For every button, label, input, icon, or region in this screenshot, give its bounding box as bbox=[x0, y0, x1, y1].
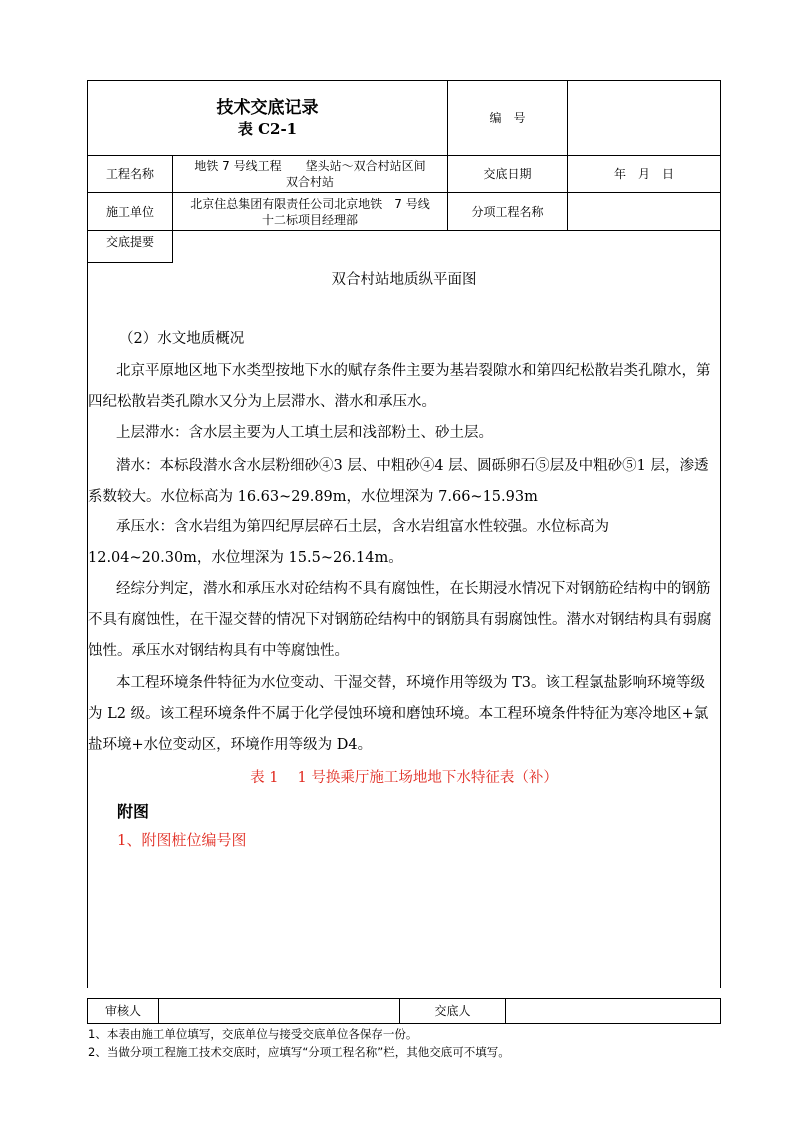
figure-caption: 双合村站地质纵平面图 bbox=[331, 272, 477, 288]
appendix-item[interactable]: 1、附图桩位编号图 bbox=[117, 831, 247, 849]
paragraph-4: 承压水：含水岩组为第四纪厚层碎石土层，含水岩组富水性较强。水位标高为 12.04~20.30m，水位埋深为 15.5~26.14m。 bbox=[88, 519, 609, 566]
table-caption: 表 1 1 号换乘厅施工场地地下水特征表（补） bbox=[250, 770, 558, 786]
unit-line2: 十二标项目经理部 bbox=[261, 212, 358, 227]
paragraph-1: 北京平原地区地下水类型按地下水的赋存条件主要为基岩裂隙水和第四纪松散岩类孔隙水，第四纪松散岩类孔隙水又分为上层滞水、潜水和承压水。 bbox=[88, 363, 711, 410]
table-border-right bbox=[720, 80, 721, 988]
discloser-label: 交底人 bbox=[434, 1004, 471, 1018]
discloser-field[interactable] bbox=[506, 999, 720, 1023]
document-title: 技术交底记录 bbox=[216, 98, 319, 118]
project-name-label: 工程名称 bbox=[105, 167, 154, 181]
appendix-heading: 附图 bbox=[117, 802, 150, 821]
paragraph-2: 上层滞水：含水层主要为人工填土层和浅部粉土、砂土层。 bbox=[116, 425, 493, 441]
sub-project-label: 分项工程名称 bbox=[471, 204, 544, 219]
unit-line1: 北京住总集团有限责任公司北京地铁 7 号线 bbox=[190, 196, 430, 211]
summary-label: 交底提要 bbox=[105, 235, 154, 249]
footnote-2: 2、当做分项工程施工技术交底时，应填写“分项工程名称”栏，其他交底可不填写。 bbox=[88, 1045, 510, 1059]
project-name-line2: 双合村站 bbox=[285, 175, 334, 189]
paragraph-6: 本工程环境条件特征为水位变动、干湿交替，环境作用等级为 T3。该工程氯盐影响环境等级为 L2 级。该工程环境条件不属于化学侵蚀环境和磨蚀环境。本工程环境条件特征为寒冷地区+氯盐环境+水位变动区，环境作用等级为 D4。 bbox=[88, 675, 709, 753]
footnote-1: 1、本表由施工单位填写，交底单位与接受交底单位各保存一份。 bbox=[88, 1027, 418, 1041]
form-code: 表 C2-1 bbox=[237, 120, 298, 138]
number-label: 编 号 bbox=[489, 111, 526, 125]
footer-line-right bbox=[720, 998, 721, 1024]
table-line bbox=[87, 230, 721, 231]
unit-label: 施工单位 bbox=[105, 204, 154, 219]
project-name-value[interactable] bbox=[173, 156, 447, 192]
reviewer-label: 审核人 bbox=[104, 1004, 141, 1018]
paragraph-3: 潜水：本标段潜水含水层粉细砂④3 层、中粗砂④4 层、圆砾卵石⑤层及中粗砂⑤1 层，渗透系数较大。水位标高为 16.63~29.89m，水位埋深为 7.66~15.93m bbox=[88, 458, 709, 505]
sub-project-field[interactable] bbox=[568, 193, 720, 230]
footer-line-bottom bbox=[87, 1023, 721, 1024]
table-line bbox=[87, 262, 173, 263]
date-field[interactable]: 年 月 日 bbox=[613, 167, 674, 181]
number-field[interactable] bbox=[568, 81, 720, 155]
project-name-line1: 地铁 7 号线工程 垡头站～双合村站区间 bbox=[194, 159, 426, 173]
reviewer-field[interactable] bbox=[159, 999, 399, 1023]
section-heading: （2）水文地质概况 bbox=[119, 331, 245, 347]
paragraph-5: 经综分判定，潜水和承压水对砼结构不具有腐蚀性，在长期浸水情况下对钢筋砼结构中的钢筋不具有腐蚀性，在干湿交替的情况下对钢筋砼结构中的钢筋具有弱腐蚀性。潜水对钢结构具有弱腐蚀性。承压水对钢结构具有中等腐蚀性。 bbox=[88, 581, 712, 659]
unit-value[interactable] bbox=[173, 193, 447, 230]
date-label: 交底日期 bbox=[483, 167, 532, 181]
